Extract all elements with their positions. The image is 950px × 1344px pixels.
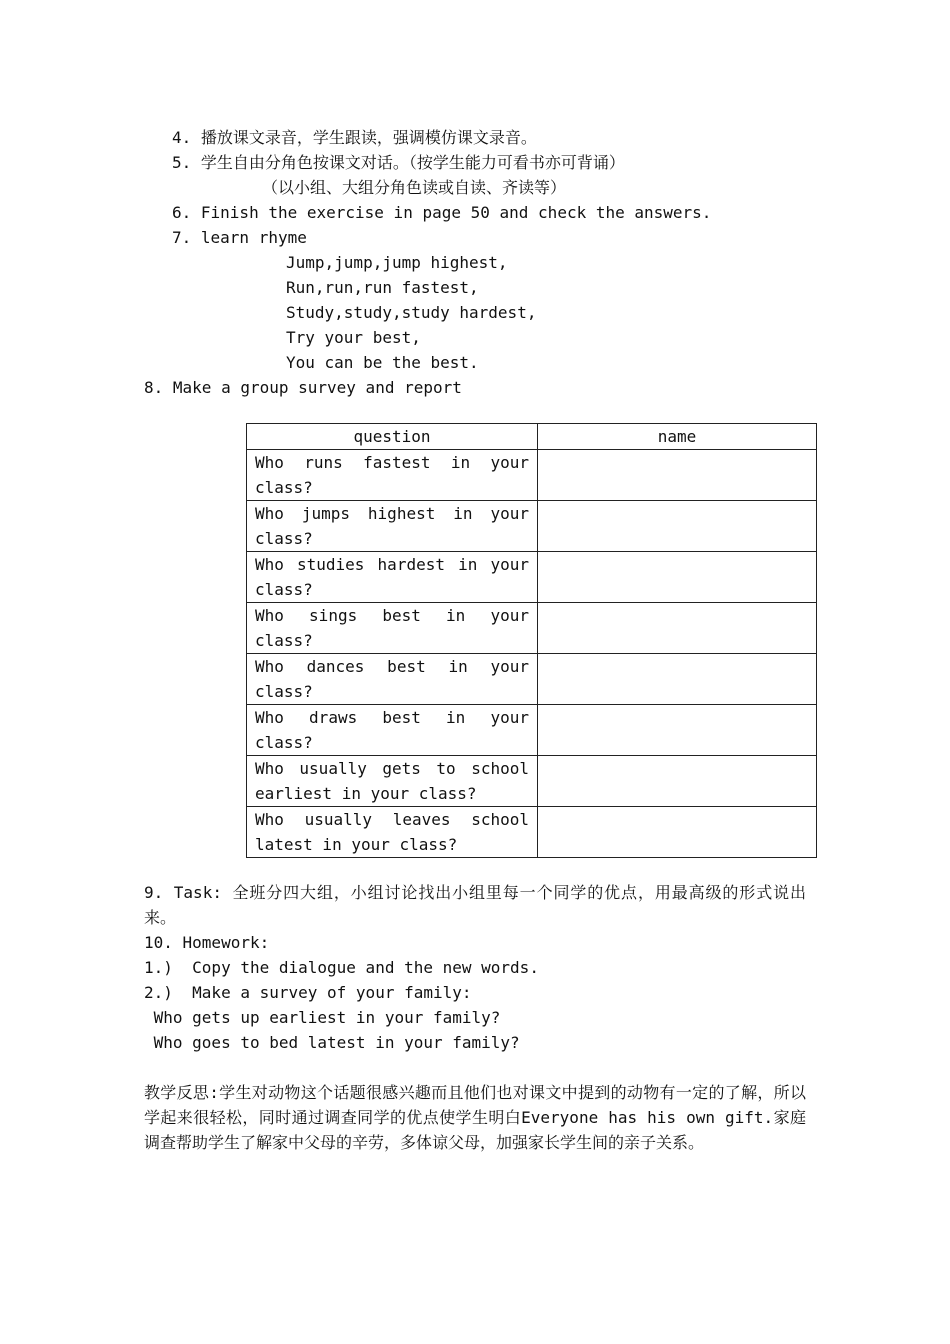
step-4: 4. 播放课文录音，学生跟读，强调模仿课文录音。: [172, 128, 537, 147]
step-5: 5. 学生自由分角色按课文对话。（按学生能力可看书亦可背诵）: [172, 153, 625, 172]
step-8: 8. Make a group survey and report: [144, 378, 462, 397]
homework-title: 10. Homework:: [144, 933, 270, 952]
table-row: [247, 450, 817, 501]
question-cell: Who dances best in your class?: [247, 654, 538, 705]
rhyme-line: Run,run,run fastest,: [286, 278, 479, 297]
question-cell: Who jumps highest in your class?: [247, 501, 538, 552]
step-6: 6. Finish the exercise in page 50 and check the answers.: [172, 203, 712, 222]
rhyme-line: Try your best,: [286, 328, 421, 347]
name-cell: [538, 501, 817, 552]
rhyme-line: Study,study,study hardest,: [286, 303, 537, 322]
question-cell: Who usually leaves school latest in your class?: [247, 807, 538, 858]
homework-question-2: Who goes to bed latest in your family?: [144, 1033, 520, 1052]
name-cell: [538, 807, 817, 858]
question-cell: Who draws best in your class?: [247, 705, 538, 756]
question-cell: Who studies hardest in your class?: [247, 552, 538, 603]
survey-table: [246, 423, 817, 858]
question-cell: Who usually gets to school earliest in your class?: [247, 756, 538, 807]
name-cell: [538, 756, 817, 807]
table-row: [247, 603, 817, 654]
table-row: [247, 552, 817, 603]
teaching-reflection: 教学反思:学生对动物这个话题很感兴趣而且他们也对课文中提到的动物有一定的了解，所以学起来很轻松，同时通过调查同学的优点使学生明白Everyone has his own gift.家庭调查帮助学生了解家中父母的辛劳，多体谅父母，加强家长学生间的亲子关系。: [144, 1083, 806, 1152]
task-paragraph: 9. Task: 全班分四大组，小组讨论找出小组里每一个同学的优点，用最高级的形式说出来。: [144, 883, 806, 927]
step-5-note: （以小组、大组分角色读或自读、齐读等）: [262, 178, 567, 197]
name-cell: [538, 705, 817, 756]
name-column-header: name: [538, 424, 817, 450]
step-7: 7. learn rhyme: [172, 228, 307, 247]
name-cell: [538, 450, 817, 501]
table-row: [247, 807, 817, 858]
table-row: [247, 705, 817, 756]
question-cell: Who sings best in your class?: [247, 603, 538, 654]
rhyme-line: Jump,jump,jump highest,: [286, 253, 508, 272]
rhyme-line: You can be the best.: [286, 353, 479, 372]
name-cell: [538, 552, 817, 603]
question-cell: Who runs fastest in your class?: [247, 450, 538, 501]
homework-question-1: Who gets up earliest in your family?: [144, 1008, 501, 1027]
name-cell: [538, 603, 817, 654]
table-row: [247, 654, 817, 705]
table-row: [247, 756, 817, 807]
question-column-header: question: [247, 424, 538, 450]
homework-item-1: 1.) Copy the dialogue and the new words.: [144, 958, 539, 977]
table-row: [247, 501, 817, 552]
homework-item-2: 2.) Make a survey of your family:: [144, 983, 472, 1002]
table-header-row: [247, 424, 817, 450]
name-cell: [538, 654, 817, 705]
